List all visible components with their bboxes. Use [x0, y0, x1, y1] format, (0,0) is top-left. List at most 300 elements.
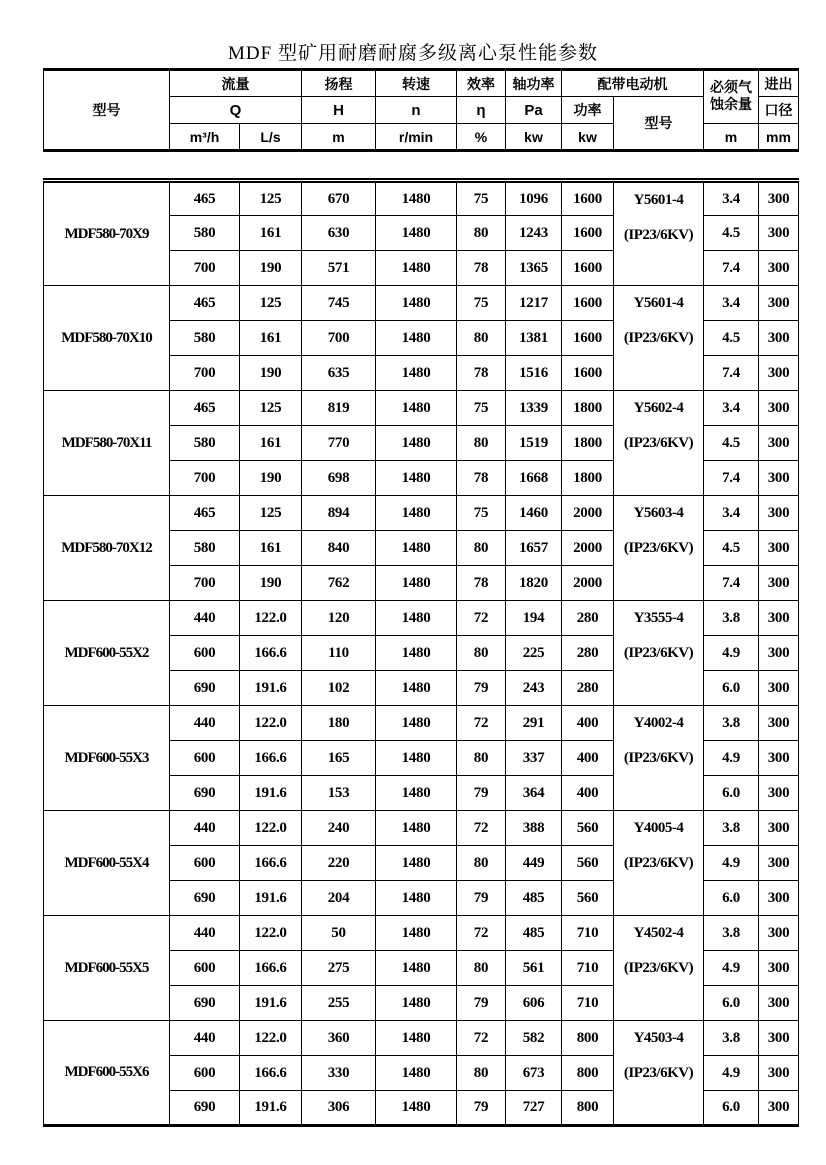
motor-cell: [614, 391, 704, 496]
cell-q_m3h: 580: [170, 531, 240, 566]
cell-q_m3h: 600: [170, 846, 240, 881]
cell-q_ls: 166.6: [240, 636, 302, 671]
motor-cell: [614, 1021, 704, 1126]
cell-n: 1480: [376, 181, 457, 216]
cell-eta: 80: [457, 951, 506, 986]
cell-pa: 291: [506, 706, 562, 741]
cell-dia: 300: [759, 426, 799, 461]
cell-h: 255: [302, 986, 376, 1021]
cell-q_ls: 125: [240, 181, 302, 216]
cell-npsh: 3.8: [704, 706, 759, 741]
cell-power: 280: [562, 601, 614, 636]
cell-npsh: 7.4: [704, 461, 759, 496]
cell-dia: 300: [759, 1091, 799, 1126]
cell-dia: 300: [759, 1056, 799, 1091]
header-head-symbol: H: [302, 97, 376, 124]
cell-dia: 300: [759, 706, 799, 741]
cell-n: 1480: [376, 531, 457, 566]
header-flow: 流量: [170, 70, 302, 97]
cell-power: 1600: [562, 181, 614, 216]
pump-model: MDF600-55X4: [44, 811, 170, 916]
motor-model: Y4005-4: [633, 820, 684, 836]
cell-q_m3h: 440: [170, 601, 240, 636]
cell-dia: 300: [759, 216, 799, 251]
cell-pa: 1460: [506, 496, 562, 531]
header-npsh-line2: 蚀余量: [710, 98, 752, 113]
cell-pa: 225: [506, 636, 562, 671]
cell-power: 710: [562, 951, 614, 986]
cell-eta: 78: [457, 566, 506, 601]
cell-n: 1480: [376, 986, 457, 1021]
header-efficiency: 效率: [457, 70, 506, 97]
cell-pa: 485: [506, 881, 562, 916]
cell-eta: 79: [457, 776, 506, 811]
cell-h: 571: [302, 251, 376, 286]
header-diameter-line2: 口径: [759, 97, 799, 124]
motor-spec: (IP23/6KV): [623, 330, 694, 346]
cell-h: 670: [302, 181, 376, 216]
cell-power: 1800: [562, 426, 614, 461]
spec-table-header: [43, 68, 799, 152]
table-row: [44, 496, 799, 531]
cell-h: 165: [302, 741, 376, 776]
cell-eta: 75: [457, 286, 506, 321]
cell-n: 1480: [376, 916, 457, 951]
motor-cell: [614, 811, 704, 916]
cell-h: 50: [302, 916, 376, 951]
cell-npsh: 4.5: [704, 216, 759, 251]
cell-npsh: 7.4: [704, 566, 759, 601]
motor-model: Y5602-4: [633, 400, 684, 416]
cell-power: 1600: [562, 356, 614, 391]
cell-q_m3h: 580: [170, 216, 240, 251]
cell-n: 1480: [376, 216, 457, 251]
cell-eta: 80: [457, 531, 506, 566]
header-motor-power: 功率: [562, 97, 614, 124]
cell-pa: 1516: [506, 356, 562, 391]
cell-eta: 75: [457, 391, 506, 426]
cell-q_ls: 122.0: [240, 811, 302, 846]
unit-motor-power: kw: [562, 124, 614, 151]
cell-n: 1480: [376, 811, 457, 846]
cell-h: 220: [302, 846, 376, 881]
header-model: 型号: [44, 70, 170, 151]
cell-power: 2000: [562, 531, 614, 566]
cell-dia: 300: [759, 1021, 799, 1056]
cell-npsh: 3.4: [704, 496, 759, 531]
cell-dia: 300: [759, 496, 799, 531]
cell-pa: 561: [506, 951, 562, 986]
cell-q_m3h: 690: [170, 671, 240, 706]
motor-model: Y4002-4: [633, 715, 684, 731]
table-row: [44, 811, 799, 846]
cell-power: 1600: [562, 251, 614, 286]
cell-dia: 300: [759, 776, 799, 811]
table-row: [44, 601, 799, 636]
cell-q_m3h: 690: [170, 881, 240, 916]
cell-h: 700: [302, 321, 376, 356]
cell-q_ls: 190: [240, 251, 302, 286]
cell-n: 1480: [376, 881, 457, 916]
cell-q_ls: 191.6: [240, 986, 302, 1021]
pump-model: MDF580-70X11: [44, 391, 170, 496]
cell-pa: 673: [506, 1056, 562, 1091]
cell-dia: 300: [759, 811, 799, 846]
motor-model: Y4502-4: [633, 925, 684, 941]
motor-cell: [614, 286, 704, 391]
table-row: [44, 391, 799, 426]
cell-eta: 80: [457, 741, 506, 776]
cell-n: 1480: [376, 391, 457, 426]
cell-h: 745: [302, 286, 376, 321]
cell-dia: 300: [759, 531, 799, 566]
motor-model: Y5601-4: [633, 295, 684, 311]
cell-q_ls: 125: [240, 496, 302, 531]
cell-eta: 79: [457, 986, 506, 1021]
motor-model: Y3555-4: [633, 610, 684, 626]
cell-eta: 72: [457, 916, 506, 951]
cell-h: 153: [302, 776, 376, 811]
cell-h: 762: [302, 566, 376, 601]
cell-n: 1480: [376, 671, 457, 706]
pump-model: MDF580-70X12: [44, 496, 170, 601]
cell-pa: 364: [506, 776, 562, 811]
motor-spec: (IP23/6KV): [623, 540, 694, 556]
cell-n: 1480: [376, 706, 457, 741]
cell-q_m3h: 440: [170, 916, 240, 951]
cell-h: 330: [302, 1056, 376, 1091]
cell-n: 1480: [376, 566, 457, 601]
motor-spec: (IP23/6KV): [623, 1065, 694, 1081]
cell-q_m3h: 465: [170, 391, 240, 426]
cell-pa: 1339: [506, 391, 562, 426]
cell-pa: 1217: [506, 286, 562, 321]
cell-q_m3h: 580: [170, 321, 240, 356]
cell-npsh: 3.4: [704, 286, 759, 321]
cell-eta: 80: [457, 636, 506, 671]
header-npsh-line1: 必须气: [710, 81, 752, 96]
cell-dia: 300: [759, 986, 799, 1021]
cell-pa: 1820: [506, 566, 562, 601]
cell-power: 800: [562, 1021, 614, 1056]
cell-h: 840: [302, 531, 376, 566]
cell-n: 1480: [376, 741, 457, 776]
motor-cell: [614, 706, 704, 811]
cell-n: 1480: [376, 1056, 457, 1091]
header-row-1: [44, 70, 799, 97]
cell-n: 1480: [376, 601, 457, 636]
cell-eta: 80: [457, 1056, 506, 1091]
cell-n: 1480: [376, 321, 457, 356]
motor-spec: (IP23/6KV): [623, 855, 694, 871]
motor-cell: [614, 916, 704, 1021]
cell-npsh: 4.9: [704, 1056, 759, 1091]
cell-dia: 300: [759, 636, 799, 671]
cell-pa: 727: [506, 1091, 562, 1126]
cell-q_ls: 191.6: [240, 1091, 302, 1126]
cell-power: 1600: [562, 321, 614, 356]
cell-q_m3h: 700: [170, 251, 240, 286]
cell-q_m3h: 440: [170, 811, 240, 846]
cell-eta: 79: [457, 881, 506, 916]
table-row: [44, 1021, 799, 1056]
cell-pa: 582: [506, 1021, 562, 1056]
cell-n: 1480: [376, 426, 457, 461]
cell-eta: 78: [457, 251, 506, 286]
cell-dia: 300: [759, 671, 799, 706]
cell-eta: 72: [457, 601, 506, 636]
cell-q_m3h: 600: [170, 741, 240, 776]
cell-n: 1480: [376, 776, 457, 811]
cell-n: 1480: [376, 356, 457, 391]
cell-q_m3h: 690: [170, 986, 240, 1021]
cell-dia: 300: [759, 391, 799, 426]
motor-cell: [614, 181, 704, 286]
cell-eta: 80: [457, 321, 506, 356]
header-speed: 转速: [376, 70, 457, 97]
header-motor-model: 型号: [614, 97, 704, 151]
cell-q_ls: 191.6: [240, 671, 302, 706]
cell-npsh: 4.5: [704, 321, 759, 356]
cell-pa: 1381: [506, 321, 562, 356]
cell-q_m3h: 700: [170, 356, 240, 391]
cell-pa: 1519: [506, 426, 562, 461]
cell-power: 1800: [562, 391, 614, 426]
cell-dia: 300: [759, 181, 799, 216]
cell-h: 360: [302, 1021, 376, 1056]
cell-power: 1600: [562, 286, 614, 321]
cell-power: 2000: [562, 566, 614, 601]
cell-dia: 300: [759, 601, 799, 636]
cell-h: 630: [302, 216, 376, 251]
cell-npsh: 6.0: [704, 1091, 759, 1126]
cell-h: 102: [302, 671, 376, 706]
motor-model: Y4503-4: [633, 1030, 684, 1046]
cell-dia: 300: [759, 741, 799, 776]
header-head: 扬程: [302, 70, 376, 97]
pump-model: MDF600-55X5: [44, 916, 170, 1021]
table-row: [44, 706, 799, 741]
cell-dia: 300: [759, 846, 799, 881]
cell-q_m3h: 465: [170, 181, 240, 216]
cell-q_ls: 122.0: [240, 706, 302, 741]
motor-model: Y5603-4: [633, 505, 684, 521]
cell-q_ls: 125: [240, 286, 302, 321]
cell-q_ls: 161: [240, 426, 302, 461]
motor-model: Y5601-4: [633, 192, 684, 208]
cell-pa: 1096: [506, 181, 562, 216]
page-title: MDF 型矿用耐磨耐腐多级离心泵性能参数: [228, 43, 598, 64]
cell-pa: 388: [506, 811, 562, 846]
cell-eta: 80: [457, 216, 506, 251]
cell-n: 1480: [376, 286, 457, 321]
cell-eta: 78: [457, 356, 506, 391]
cell-h: 120: [302, 601, 376, 636]
cell-npsh: 4.9: [704, 846, 759, 881]
cell-q_ls: 166.6: [240, 951, 302, 986]
cell-q_ls: 161: [240, 216, 302, 251]
cell-q_ls: 161: [240, 531, 302, 566]
cell-q_ls: 191.6: [240, 776, 302, 811]
cell-n: 1480: [376, 636, 457, 671]
cell-npsh: 6.0: [704, 986, 759, 1021]
cell-npsh: 4.9: [704, 741, 759, 776]
cell-n: 1480: [376, 951, 457, 986]
cell-q_ls: 190: [240, 461, 302, 496]
cell-h: 275: [302, 951, 376, 986]
cell-q_ls: 122.0: [240, 916, 302, 951]
cell-q_m3h: 580: [170, 426, 240, 461]
cell-dia: 300: [759, 356, 799, 391]
header-motor: 配带电动机: [562, 70, 704, 97]
cell-q_m3h: 690: [170, 1091, 240, 1126]
cell-q_m3h: 690: [170, 776, 240, 811]
cell-h: 306: [302, 1091, 376, 1126]
cell-h: 635: [302, 356, 376, 391]
cell-q_ls: 191.6: [240, 881, 302, 916]
header-shaft-power-symbol: Pa: [506, 97, 562, 124]
cell-q_m3h: 700: [170, 461, 240, 496]
cell-eta: 78: [457, 461, 506, 496]
cell-npsh: 3.4: [704, 181, 759, 216]
cell-pa: 606: [506, 986, 562, 1021]
unit-speed: r/min: [376, 124, 457, 151]
cell-eta: 80: [457, 846, 506, 881]
cell-npsh: 3.8: [704, 811, 759, 846]
pump-model: MDF580-70X10: [44, 286, 170, 391]
cell-q_ls: 166.6: [240, 846, 302, 881]
unit-efficiency: %: [457, 124, 506, 151]
cell-power: 800: [562, 1091, 614, 1126]
cell-eta: 72: [457, 706, 506, 741]
table-row: [44, 181, 799, 216]
cell-pa: 337: [506, 741, 562, 776]
unit-head: m: [302, 124, 376, 151]
header-npsh: [704, 70, 759, 124]
pump-model: MDF580-70X9: [44, 181, 170, 286]
cell-q_ls: 166.6: [240, 1056, 302, 1091]
cell-npsh: 4.5: [704, 531, 759, 566]
cell-q_m3h: 440: [170, 1021, 240, 1056]
motor-cell: [614, 496, 704, 601]
cell-dia: 300: [759, 251, 799, 286]
cell-npsh: 4.9: [704, 636, 759, 671]
motor-spec: (IP23/6KV): [623, 750, 694, 766]
cell-pa: 194: [506, 601, 562, 636]
cell-h: 770: [302, 426, 376, 461]
cell-h: 894: [302, 496, 376, 531]
header-shaft-power: 轴功率: [506, 70, 562, 97]
cell-power: 560: [562, 811, 614, 846]
cell-power: 400: [562, 776, 614, 811]
cell-h: 240: [302, 811, 376, 846]
unit-shaft-power: kw: [506, 124, 562, 151]
cell-npsh: 4.5: [704, 426, 759, 461]
cell-dia: 300: [759, 881, 799, 916]
cell-eta: 75: [457, 496, 506, 531]
cell-q_m3h: 600: [170, 1056, 240, 1091]
pump-model: MDF600-55X2: [44, 601, 170, 706]
cell-power: 710: [562, 916, 614, 951]
cell-dia: 300: [759, 566, 799, 601]
cell-q_ls: 122.0: [240, 601, 302, 636]
cell-dia: 300: [759, 286, 799, 321]
cell-q_ls: 122.0: [240, 1021, 302, 1056]
table-row: [44, 286, 799, 321]
cell-npsh: 3.8: [704, 916, 759, 951]
motor-spec: (IP23/6KV): [623, 960, 694, 976]
cell-dia: 300: [759, 951, 799, 986]
cell-q_m3h: 465: [170, 286, 240, 321]
cell-pa: 243: [506, 671, 562, 706]
cell-power: 2000: [562, 496, 614, 531]
cell-q_m3h: 600: [170, 951, 240, 986]
header-speed-symbol: n: [376, 97, 457, 124]
cell-npsh: 3.4: [704, 391, 759, 426]
cell-power: 400: [562, 706, 614, 741]
cell-h: 204: [302, 881, 376, 916]
cell-q_ls: 125: [240, 391, 302, 426]
cell-eta: 80: [457, 426, 506, 461]
motor-spec: (IP23/6KV): [623, 435, 694, 451]
cell-dia: 300: [759, 321, 799, 356]
cell-q_m3h: 465: [170, 496, 240, 531]
unit-flow-m3h: m³/h: [170, 124, 240, 151]
pump-model: MDF600-55X6: [44, 1021, 170, 1126]
header-efficiency-symbol: η: [457, 97, 506, 124]
cell-h: 698: [302, 461, 376, 496]
cell-pa: 1668: [506, 461, 562, 496]
cell-eta: 72: [457, 811, 506, 846]
cell-power: 280: [562, 636, 614, 671]
cell-power: 560: [562, 846, 614, 881]
cell-pa: 1657: [506, 531, 562, 566]
cell-q_ls: 190: [240, 566, 302, 601]
cell-npsh: 4.9: [704, 951, 759, 986]
cell-power: 1800: [562, 461, 614, 496]
cell-q_m3h: 700: [170, 566, 240, 601]
table-row: [44, 916, 799, 951]
cell-pa: 485: [506, 916, 562, 951]
header-flow-symbol: Q: [170, 97, 302, 124]
cell-q_ls: 190: [240, 356, 302, 391]
cell-dia: 300: [759, 916, 799, 951]
motor-cell: [614, 601, 704, 706]
cell-eta: 79: [457, 1091, 506, 1126]
cell-eta: 79: [457, 671, 506, 706]
cell-n: 1480: [376, 496, 457, 531]
unit-diameter: mm: [759, 124, 799, 151]
cell-pa: 1365: [506, 251, 562, 286]
cell-n: 1480: [376, 251, 457, 286]
cell-q_m3h: 440: [170, 706, 240, 741]
cell-h: 110: [302, 636, 376, 671]
cell-power: 1600: [562, 216, 614, 251]
cell-h: 819: [302, 391, 376, 426]
pump-model: MDF600-55X3: [44, 706, 170, 811]
cell-q_ls: 166.6: [240, 741, 302, 776]
cell-power: 280: [562, 671, 614, 706]
cell-power: 400: [562, 741, 614, 776]
cell-power: 710: [562, 986, 614, 1021]
cell-h: 180: [302, 706, 376, 741]
cell-npsh: 7.4: [704, 251, 759, 286]
cell-n: 1480: [376, 846, 457, 881]
cell-dia: 300: [759, 461, 799, 496]
cell-q_ls: 161: [240, 321, 302, 356]
cell-pa: 449: [506, 846, 562, 881]
cell-npsh: 7.4: [704, 356, 759, 391]
